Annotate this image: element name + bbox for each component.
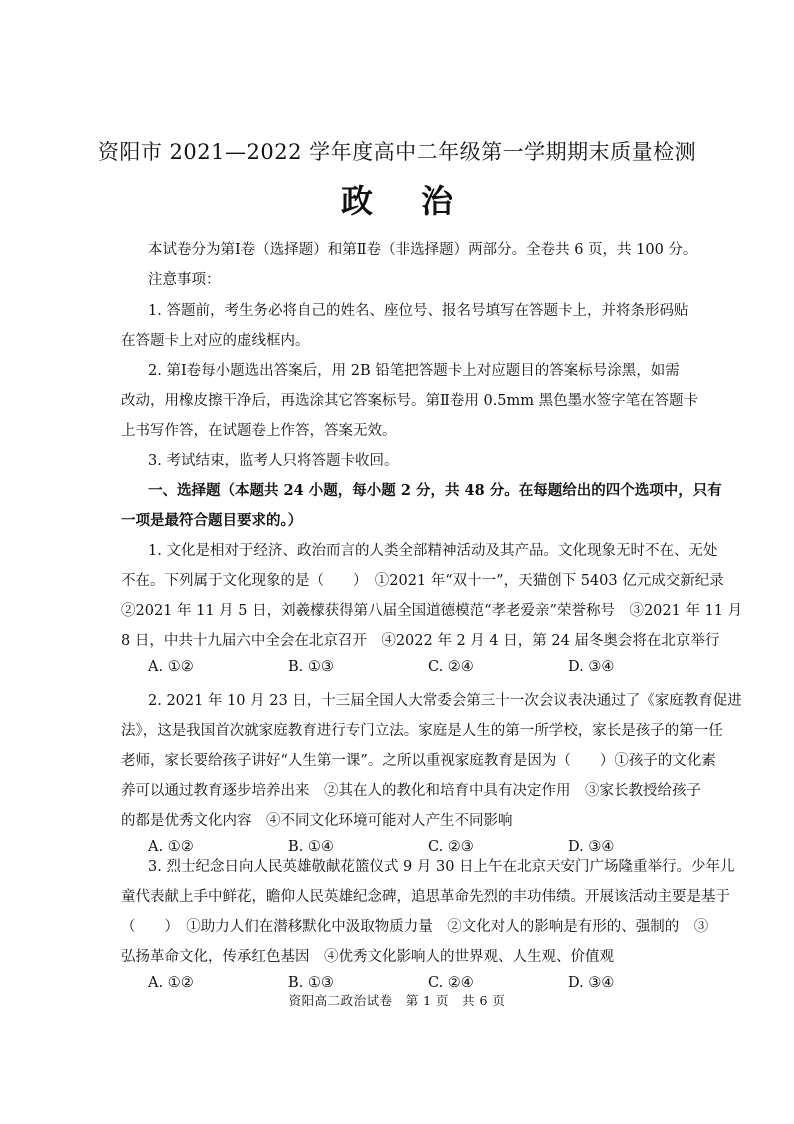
question-3-option-a: A. ①② <box>148 975 194 991</box>
question-3-line-3: （ ） ①助力人们在潜移默化中汲取物质力量 ②文化对人的影响是有形的、强制的 ③ <box>121 919 709 935</box>
note-1-line-1: 1. 答题前，考生务必将自己的姓名、座位号、报名号填写在答题卡上，并将条形码贴 <box>148 303 689 319</box>
section-heading-line-2: 一项是最符合题目要求的。） <box>121 512 303 529</box>
note-2-line-3: 上书写作答，在试题卷上作答，答案无效。 <box>121 423 397 439</box>
note-1-line-2: 在答题卡上对应的虚线框内。 <box>121 333 310 349</box>
question-2-line-5: 的都是优秀文化内容 ④不同文化环境可能对人产生不同影响 <box>121 813 513 829</box>
question-2-option-d: D. ③④ <box>568 839 615 855</box>
question-2-line-4: 养可以通过教育逐步培养出来 ②其在人的教化和培育中具有决定作用 ③家长教授给孩子 <box>121 783 701 799</box>
question-1-line-1: 1. 文化是相对于经济、政治而言的人类全部精神活动及其产品。文化现象无时不在、无处 <box>148 543 718 559</box>
question-3-option-d: D. ③④ <box>568 975 615 991</box>
question-2-option-a: A. ①② <box>148 839 194 855</box>
question-1-option-a: A. ①② <box>148 659 194 675</box>
question-2-option-b: B. ①④ <box>288 839 334 855</box>
note-2-line-2: 改动，用橡皮擦干净后，再选涂其它答案标号。第Ⅱ卷用 0.5mm 黑色墨水签字笔在答题卡 <box>121 393 699 409</box>
exam-title: 资阳市 2021—2022 学年度高中二年级第一学期期末质量检测 <box>97 140 697 164</box>
question-1-option-d: D. ③④ <box>568 659 615 675</box>
question-3-line-1: 3. 烈士纪念日向人民英雄敬献花篮仪式 9 月 30 日上午在北京天安门广场隆重举行。少年儿 <box>148 859 735 875</box>
section-heading-line-1: 一、选择题（本题共 24 小题，每小题 2 分，共 48 分。在每题给出的四个选项中，只有 <box>148 482 722 499</box>
notes-title: 注意事项： <box>148 272 221 288</box>
question-1-line-3: ②2021 年 11 月 5 日，刘羲檬获得第八届全国道德模范“孝老爱亲”荣誉称号 ③2021 年 11 月 <box>121 603 743 619</box>
intro-line: 本试卷分为第Ⅰ卷（选择题）和第Ⅱ卷（非选择题）两部分。全卷共 6 页，共 100 分。 <box>148 242 698 258</box>
question-2-line-2: 法》，这是我国首次就家庭教育进行专门立法。家庭是人生的第一所学校，家长是孩子的第一任 <box>121 723 723 739</box>
question-2-line-1: 2. 2021 年 10 月 23 日，十三届全国人大常委会第三十一次会议表决通过了《家庭教育促进 <box>148 693 742 709</box>
question-2-option-c: C. ②③ <box>428 839 474 855</box>
question-1-line-2: 不在。下列属于文化现象的是（ ） ①2021 年“双十一”，天猫创下 5403 亿元成交新纪录 <box>121 573 724 589</box>
subject-heading: 政治 <box>340 182 501 220</box>
question-3-line-2: 童代表献上手中鲜花，瞻仰人民英雄纪念碑，追思革命先烈的丰功伟绩。开展该活动主要是基于 <box>121 889 730 905</box>
question-3-option-c: C. ②④ <box>428 975 474 991</box>
question-3-line-4: 弘扬革命文化，传承红色基因 ④优秀文化影响人的世界观、人生观、价值观 <box>121 949 614 965</box>
question-2-line-3: 老师，家长要给孩子讲好“人生第一课”。之所以重视家庭教育是因为（ ）①孩子的文化素 <box>121 753 716 769</box>
question-1-option-c: C. ②④ <box>428 659 474 675</box>
question-3-option-b: B. ①③ <box>288 975 334 991</box>
note-2-line-1: 2. 第Ⅰ卷每小题选出答案后，用 2B 铅笔把答题卡上对应题目的答案标号涂黑，如需 <box>148 363 680 379</box>
page-footer: 资阳高二政治试卷 第 1 页 共 6 页 <box>288 993 506 1008</box>
note-3: 3. 考试结束，监考人只将答题卡收回。 <box>148 453 399 469</box>
question-1-line-4: 8 日，中共十九届六中全会在北京召开 ④2022 年 2 月 4 日，第 24 届冬奥会将在北京举行 <box>121 633 720 649</box>
question-1-option-b: B. ①③ <box>288 659 334 675</box>
